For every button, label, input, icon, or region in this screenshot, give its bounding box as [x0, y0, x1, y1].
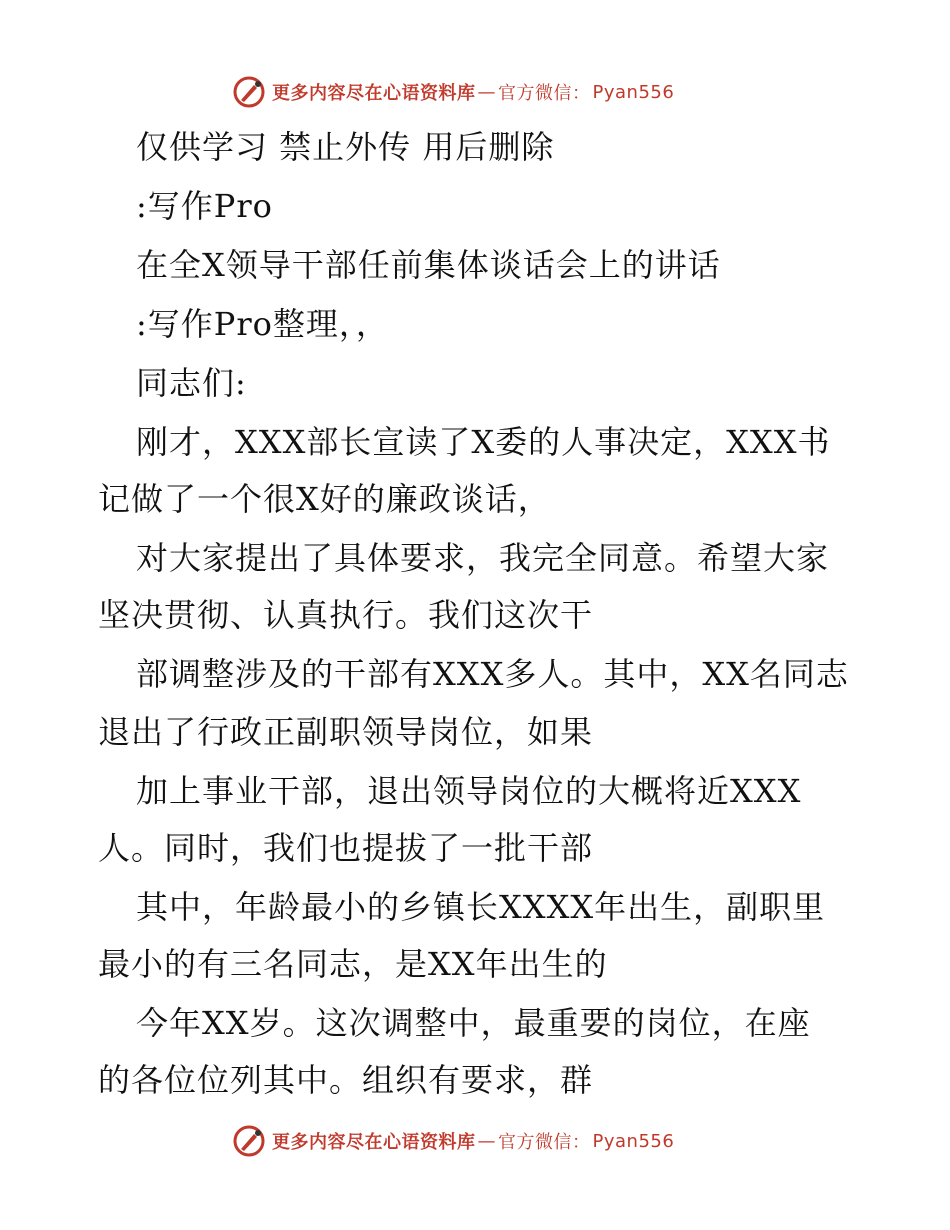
paragraph-line: 加上事业干部，退出领导岗位的大概将近XXX: [136, 772, 802, 810]
document-title: 在全X领导干部任前集体谈话会上的讲话: [136, 246, 721, 284]
editor-line: :写作Pro整理，，: [136, 305, 389, 343]
paragraph-line: 人。同时，我们也提拔了一批干部: [98, 829, 594, 867]
watermark-footer: [232, 1121, 752, 1161]
watermark-header: [232, 72, 752, 112]
watermark-wechat-id: Pyan556: [592, 1130, 675, 1152]
paragraph-line: 最小的有三名同志，是XX年出生的: [98, 945, 608, 983]
watermark-dash: —: [477, 81, 496, 103]
paragraph-line: 对大家提出了具体要求，我完全同意。希望大家: [136, 539, 830, 577]
watermark-official-label: 官方微信：: [498, 83, 591, 104]
salutation: 同志们:: [136, 364, 247, 402]
paragraph-line: 部调整涉及的干部有XXX多人。其中，XX名同志: [136, 655, 849, 693]
paragraph-line: 其中，年龄最小的乡镇长XXXX年出生，副职里: [136, 888, 826, 926]
notice-line: 仅供学习 禁止外传 用后删除: [136, 128, 555, 166]
paragraph-line: 今年XX岁。这次调整中，最重要的岗位，在座: [136, 1004, 811, 1042]
watermark-wechat-id: Pyan556: [592, 81, 675, 103]
pen-circle-icon: [232, 75, 266, 109]
watermark-official-label: 官方微信：: [498, 1132, 591, 1153]
watermark-dash: —: [477, 1130, 496, 1152]
watermark-text: 更多内容尽在心语资料库: [272, 83, 476, 104]
paragraph-line: 刚才，XXX部长宣读了X委的人事决定，XXX书: [136, 423, 831, 461]
source-line: :写作Pro: [136, 187, 273, 225]
paragraph-line: 退出了行政正副职领导岗位，如果: [98, 713, 594, 751]
paragraph-line: 记做了一个很X好的廉政谈话，: [98, 480, 551, 518]
paragraph-line: 坚决贯彻、认真执行。我们这次干: [98, 596, 594, 634]
watermark-text: 更多内容尽在心语资料库: [272, 1132, 476, 1153]
paragraph-line: 的各位位列其中。组织有要求，群: [98, 1061, 594, 1099]
pen-circle-icon: [232, 1124, 266, 1158]
